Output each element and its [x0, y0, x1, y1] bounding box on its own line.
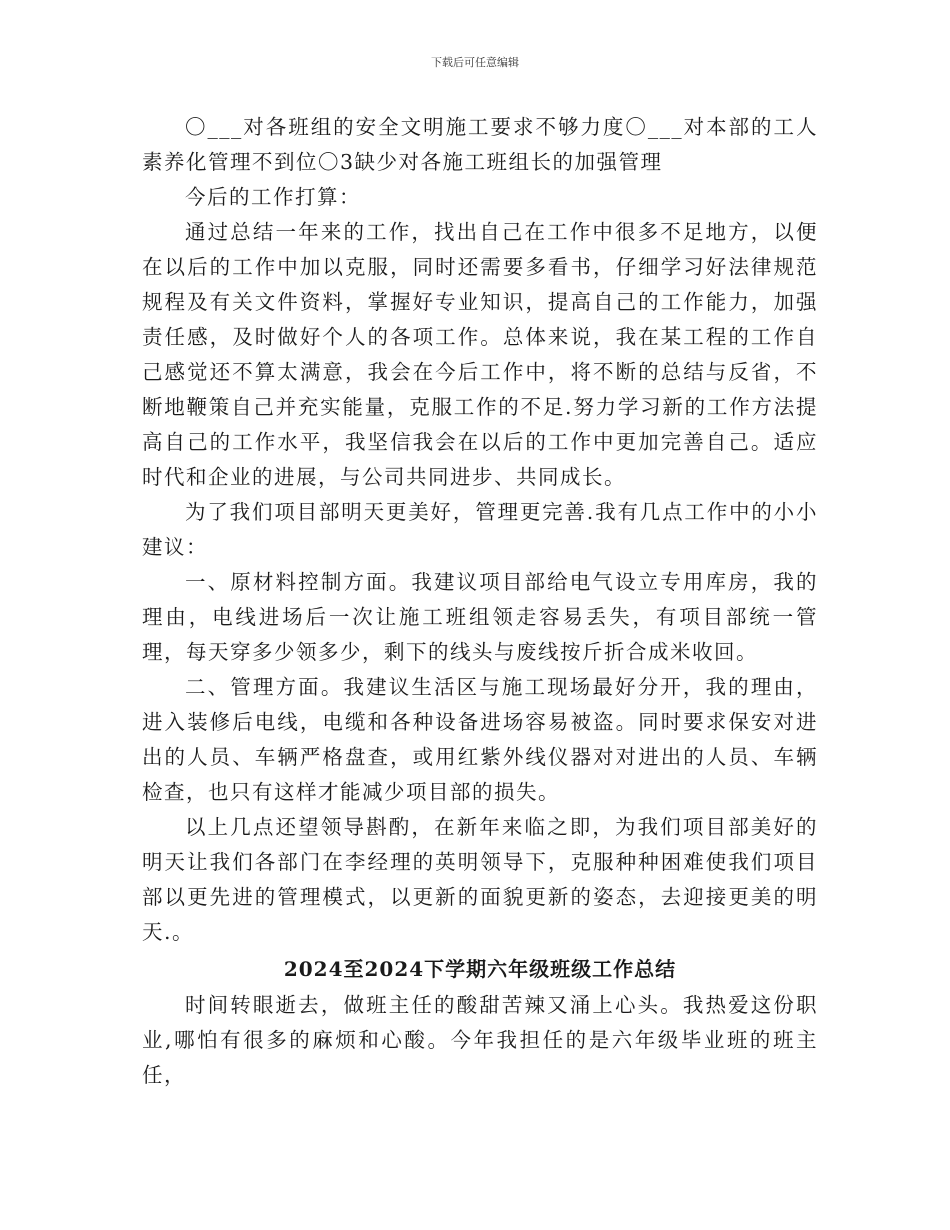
paragraph-issues: 〇___对各班组的安全文明施工要求不够力度〇___对本部的工人素养化管理不到位〇3缺少对各施工班组长的加强管理: [142, 115, 818, 174]
paragraph-closing: 以上几点还望领导斟酌，在新年来临之即，为我们项目部美好的明天让我们各部门在李经理的英明领导下，克服种种困难使我们项目部以更先进的管理模式，以更新的面貌更新的姿态，去迎接更美的明天.。: [142, 815, 818, 944]
document-body: [142, 110, 818, 1093]
paragraph-plan-heading: 今后的工作打算：: [185, 185, 362, 209]
section-paragraph: 时间转眼逝去，做班主任的酸甜苦辣又涌上心头。我热爱这份职业,哪怕有很多的麻烦和心酸。今年我担任的是六年级毕业班的班主任，: [142, 993, 818, 1087]
paragraph-plan: 通过总结一年来的工作，找出自己在工作中很多不足地方，以便在以后的工作中加以克服，同时还需要多看书，仔细学习好法律规范规程及有关文件资料，掌握好专业知识，提高自己的工作能力，加强责任感，及时做好个人的各项工作。总体来说，我在某工程的工作自己感觉还不算太满意，我会在今后工作中，将不断的总结与反省，不断地鞭策自己并充实能量，克服工作的不足.努力学习新的工作方法提高自己的工作水平，我坚信我会在以后的工作中更加完善自己。适应时代和企业的进展，与公司共同进步、共同成长。: [142, 220, 818, 489]
section-title: 2024至2024下学期六年级班级工作总结: [283, 957, 677, 981]
paragraph-suggestions-intro: 为了我们项目部明天更美好，管理更完善.我有几点工作中的小小建议：: [142, 500, 818, 559]
paragraph-suggestion-1: 一、原材料控制方面。我建议项目部给电气设立专用库房，我的理由，电线进场后一次让施工班组领走容易丢失，有项目部统一管理，每天穿多少领多少，剩下的线头与废线按斤折合成米收回。: [142, 570, 818, 664]
page-header: 下载后可任意编辑: [431, 56, 519, 69]
paragraph-suggestion-2: 二、管理方面。我建议生活区与施工现场最好分开，我的理由，进入装修后电线，电缆和各种设备进场容易被盗。同时要求保安对进出的人员、车辆严格盘查，或用红紫外线仪器对对进出的人员、车辆检查，也只有这样才能减少项目部的损失。: [142, 675, 818, 804]
